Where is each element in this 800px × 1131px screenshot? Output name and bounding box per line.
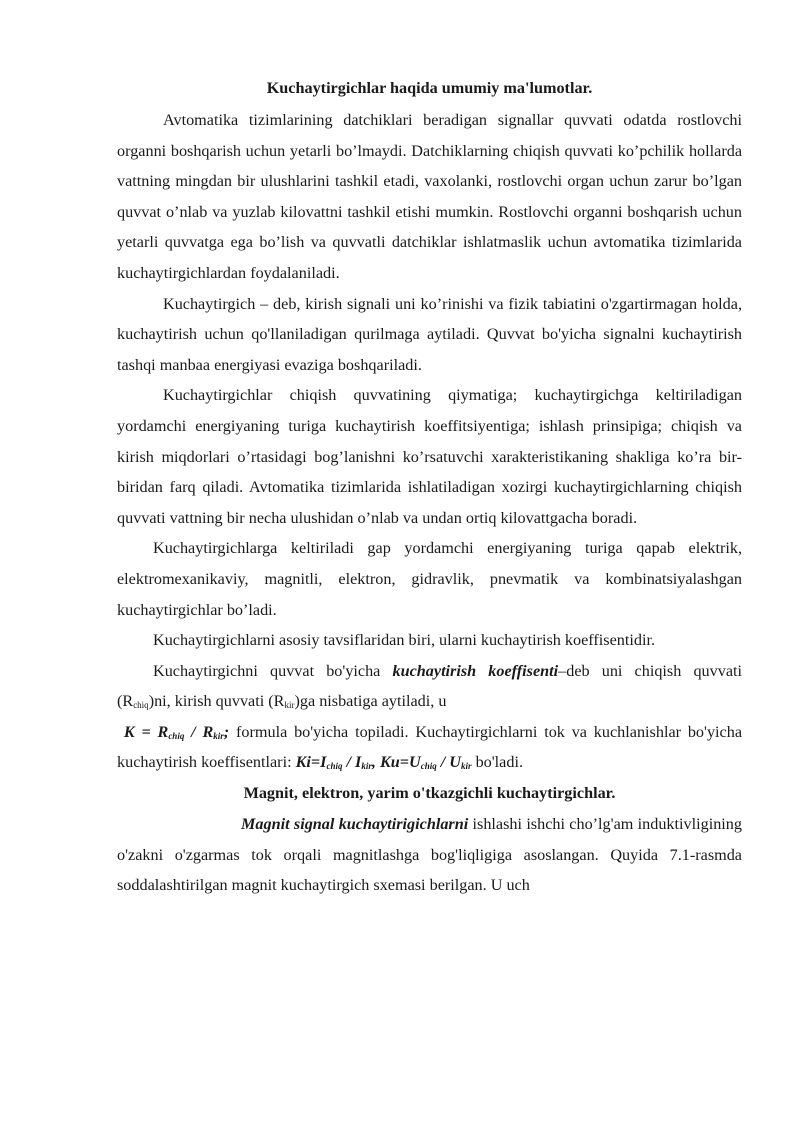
formula-part: K = R	[123, 722, 169, 741]
formula-part: / U	[436, 753, 461, 772]
text-run: ishlashi ishchi cho’lg'am induktivligining o'zakni o'zgarmas tok orqali magnitlashga bog'liqligiga asoslangan. Quyida 7.1-rasmda soddalashtirilgan magnit kuchaytirgich sxemasi berilgan. U uch	[117, 815, 742, 895]
text-run: )ga nisbatiga aytiladi, u	[294, 692, 447, 711]
subscript: kir	[213, 730, 224, 741]
subscript: chiq	[168, 730, 185, 741]
subscript: kir	[284, 700, 295, 711]
formula-power-gain	[124, 723, 229, 741]
subscript: chiq	[420, 761, 437, 772]
formula-part: ,	[371, 753, 380, 772]
subscript: kir	[461, 761, 472, 772]
formula-part: ;	[223, 722, 230, 741]
term-gain-coefficient: kuchaytirish koeffisenti	[392, 661, 559, 680]
text-run: )ni, kirish quvvati (R	[148, 692, 285, 711]
paragraph-formula	[117, 717, 742, 778]
formula-part: / I	[342, 753, 362, 772]
subscript: chiq	[133, 700, 149, 711]
paragraph-energy-types: Kuchaytirgichlarga keltiriladi gap yordamchi energiyaning turiga qapab elektrik, elektromexanikaviy, magnitli, elektron, gidravlik, pnevmatik va kombinatsiyalashgan kuchaytirgichlar bo’ladi.	[117, 539, 742, 619]
paragraph-magnetic-amplifier	[117, 809, 742, 901]
formula-part: / R	[184, 722, 214, 741]
subscript: chiq	[326, 761, 343, 772]
text-run: –deb uni chiqish quvvati (R	[117, 661, 742, 711]
term-magnetic-amplifier: Magnit signal kuchaytirigichlarni	[241, 815, 469, 834]
section-heading: Kuchaytirgichlar haqida umumiy ma'lumotlar.	[266, 79, 593, 97]
text-run: bo'ladi.	[471, 753, 523, 772]
text-run: formula bo'yicha topiladi. Kuchaytirgichlarni tok va kuchlanishlar bo'yicha kuchaytirish koeffisentlari:	[117, 722, 743, 772]
text-run: Kuchaytirgichni quvvat bo'yicha	[153, 661, 393, 680]
document-body	[117, 74, 742, 901]
paragraph-gain: Kuchaytirgichlarni asosiy tavsiflaridan biri, ularni kuchaytirish koeffisentidir.	[153, 631, 655, 650]
formula-current-gain	[296, 753, 380, 771]
paragraph-classification: Kuchaytirgichlar chiqish quvvatining qiymatiga; kuchaytirgichga keltiriladigan yordamchi energiyaning turiga kuchaytirish koeffitsiyentiga; ishlash prinsipiga; chiqish va kirish miqdorlari o’rtasidagi bog’lanishni ko’rsatuvchi xarakteristikaning shakliga ko’ra bir-biridan farq qiladi. Avtomatika tizimlarida ishlatiladigan xozirgi kuchaytirgichlarning chiqish quvvati vattning bir necha ulushidan o’nlab va undan ortiq kilovattgacha boradi.	[117, 386, 742, 527]
section-heading: Magnit, elektron, yarim o'tkazgichli kuchaytirgichlar.	[243, 784, 616, 803]
formula-part: Ku=U	[379, 753, 421, 772]
paragraph-intro: Avtomatika tizimlarining datchiklari beradigan signallar quvvati odatda rostlovchi organni boshqarish uchun yetarli bo’lmaydi. Datchiklarning chiqish quvvati ko’pchilik hollarda vattning mingdan bir ulushlarini tashkil etadi, vaxolanki, rostlovchi organ uchun zarur bo’lgan quvvat o’nlab va yuzlab kilovattni tashkil etishi mumkin. Rostlovchi organni boshqarish uchun yetarli quvvatga ega bo’lish va quvvatli datchiklar ishlatmaslik uchun avtomatika tizimlarida kuchaytirgichlardan foydalaniladi.	[117, 111, 742, 282]
formula-voltage-gain	[380, 753, 472, 771]
paragraph-definition: Kuchaytirgich – deb, kirish signali uni ko’rinishi va fizik tabiatini o'zgartirmagan holda, kuchaytirish uchun qo'llaniladigan qurilmaga aytiladi. Quvvat bo'yicha signalni kuchaytirish tashqi manbaa energiyasi evaziga boshqariladi.	[117, 294, 742, 374]
paragraph-gain-definition	[117, 656, 742, 717]
subscript: kir	[361, 761, 372, 772]
formula-part: Ki=I	[295, 753, 327, 772]
